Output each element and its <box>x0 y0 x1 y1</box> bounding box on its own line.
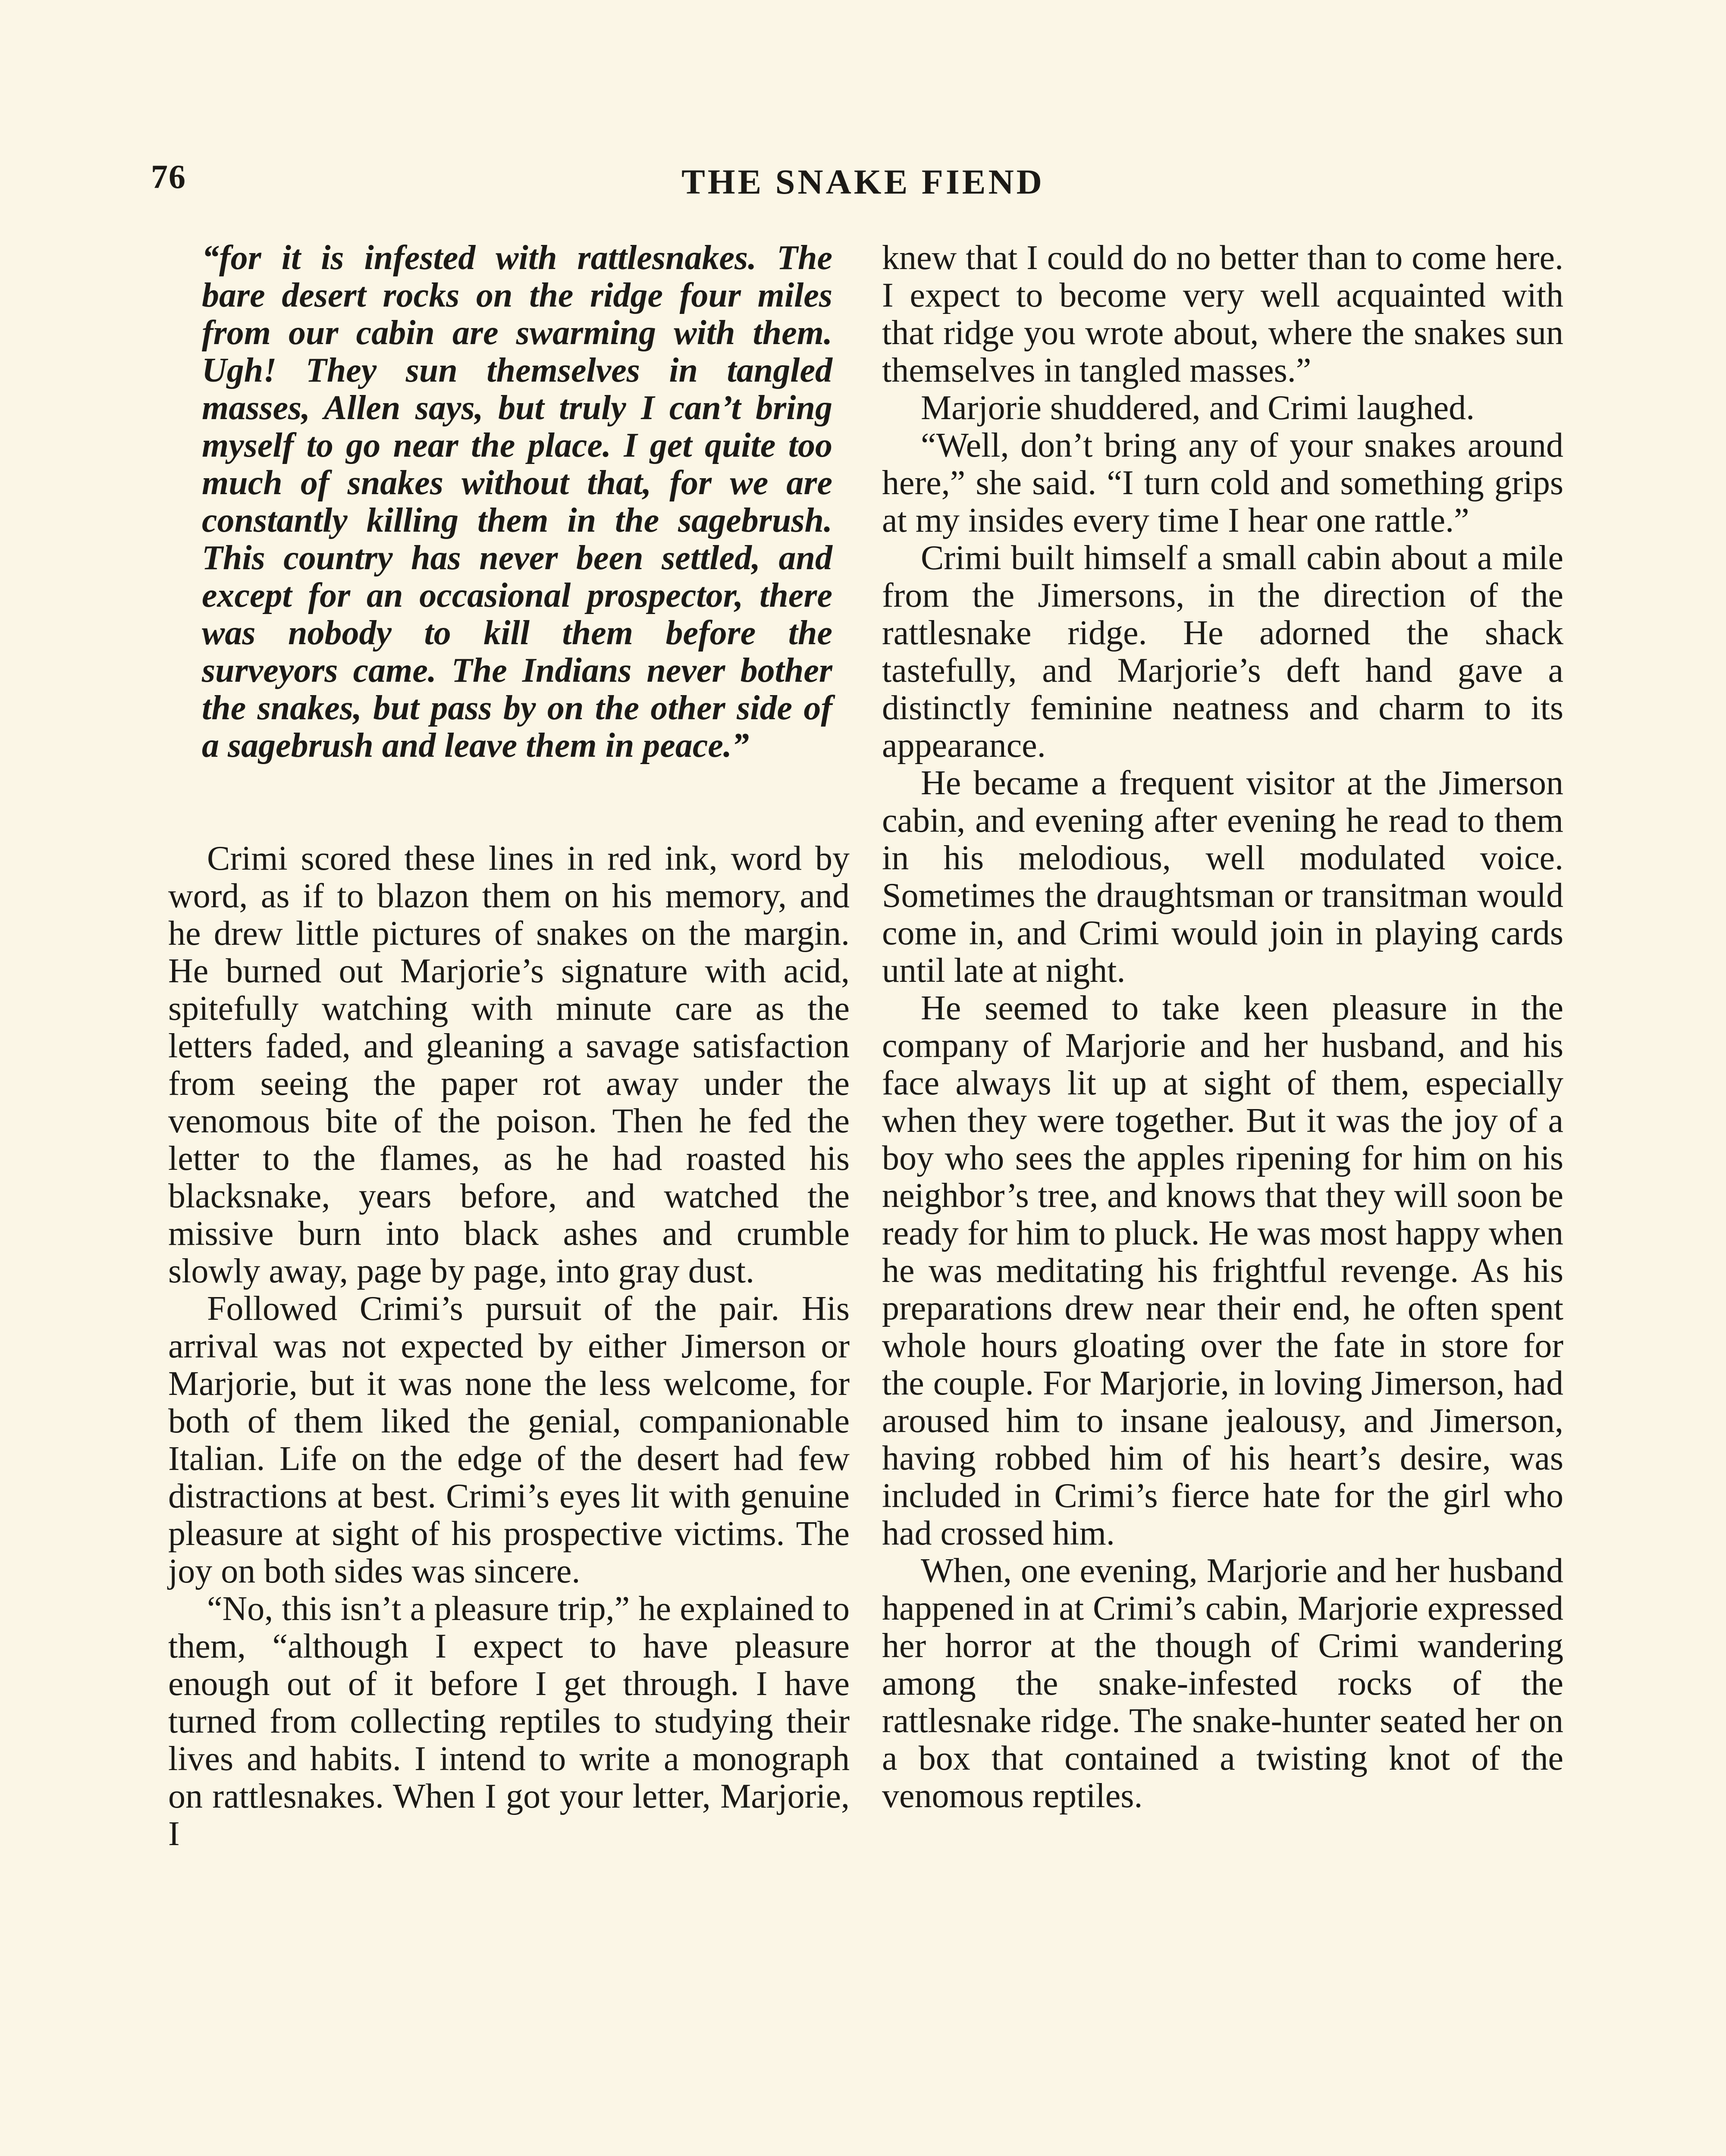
paragraph: “No, this isn’t a pleasure trip,” he explained to them, “although I expect to have pleasure enough out of it before I get through. I have turned from collecting reptiles to studying their lives and habits. I intend to write a monograph on rattlesnakes. When I got your letter, Marjorie, I <box>168 1590 850 1853</box>
paragraph: “Well, don’t bring any of your snakes around here,” she said. “I turn cold and something grips at my insides every time I hear one rattle.” <box>882 426 1563 539</box>
paragraph: He became a frequent visitor at the Jimerson cabin, and evening after evening he read to them in his melodious, well modulated voice. Sometimes the draughtsman or transitman would come in, and Crimi would join in playing cards until late at night. <box>882 764 1563 990</box>
paragraph: Followed Crimi’s pursuit of the pair. His arrival was not expected by either Jimerson or Marjorie, but it was none the less welcome, for both of them liked the genial, companionable Italian. Life on the edge of the desert had few distractions at best. Crimi’s eyes lit with genuine pleasure at sight of his prospective victims. The joy on both sides was sincere. <box>168 1290 850 1590</box>
paragraph-continuation: knew that I could do no better than to come here. I expect to become very well acquainted with that ridge you wrote about, where the snakes sun themselves in tangled masses.” <box>882 239 1563 389</box>
left-column <box>168 239 850 1853</box>
page-number: 76 <box>151 158 186 195</box>
paragraph: Crimi scored these lines in red ink, word by word, as if to blazon them on his memory, and he drew little pictures of snakes on the margin. He burned out Marjorie’s signature with acid, spitefully watching with minute care as the letters faded, and gleaning a savage satisfaction from seeing the paper rot away under the venomous bite of the poison. Then he fed the letter to the flames, as he had roasted his blacksnake, years before, and watched the missive burn into black ashes and crumble slowly away, page by page, into gray dust. <box>168 840 850 1290</box>
running-title: THE SNAKE FIEND <box>681 162 1045 201</box>
paragraph: Marjorie shuddered, and Crimi laughed. <box>921 389 1475 427</box>
paragraph: Crimi built himself a small cabin about a mile from the Jimersons, in the direction of the rattlesnake ridge. He adorned the shack tastefully, and Marjorie’s deft hand gave a distinctly feminine neatness and charm to its appearance. <box>882 539 1563 765</box>
right-column <box>882 239 1563 1815</box>
paragraph: He seemed to take keen pleasure in the company of Marjorie and her husband, and his face always lit up at sight of them, especially when they were together. But it was the joy of a boy who sees the apples ripening for him on his neighbor’s tree, and knows that they will soon be ready for him to pluck. He was most happy when he was meditating his frightful revenge. As his preparations drew near their end, he often spent whole hours gloating over the fate in store for the couple. For Marjorie, in loving Jimerson, had aroused him to insane jealousy, and Jimerson, having robbed him of his heart’s desire, was included in Crimi’s fierce hate for the girl who had crossed him. <box>882 989 1563 1552</box>
paragraph: When, one evening, Marjorie and her husband happened in at Crimi’s cabin, Marjorie expressed her horror at the though of Crimi wandering among the snake-infested rocks of the rattlesnake ridge. The snake-hunter seated her on a box that contained a twisting knot of the venomous reptiles. <box>882 1552 1563 1815</box>
letter-quote: “for it is infested with rattlesnakes. The bare desert rocks on the ridge four miles from our cabin are swarming with them. Ugh! They sun themselves in tangled masses, Allen says, but truly I can’t bring myself to go near the place. I get quite too much of snakes without that, for we are constantly killing them in the sagebrush. This country has never been settled, and except for an occasional prospector, there was nobody to kill them before the surveyors came. The Indians never bother the snakes, but pass by on the other side of a sagebrush and leave them in peace.” <box>202 239 832 765</box>
